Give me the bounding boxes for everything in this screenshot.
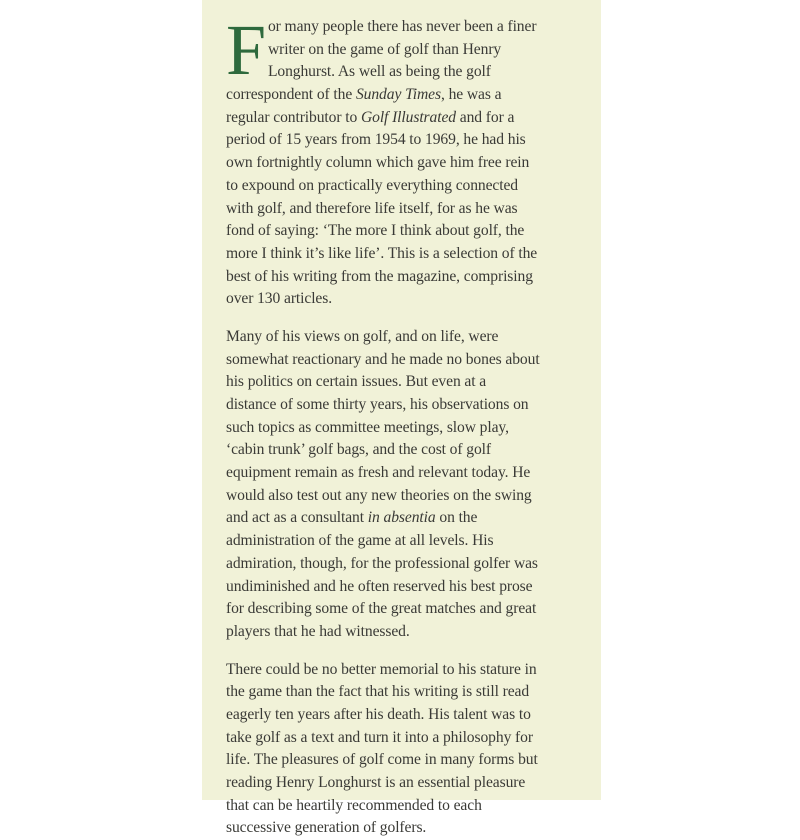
text-line: fond of saying: ‘The more I think about golf, the [226,222,525,240]
text-line: such topics as committee meetings, slow play, [226,418,509,436]
blurb-text [226,10,581,840]
text-line: that can be heartily recommended to each [226,796,482,814]
text-line: period of 15 years from 1954 to 1969, he had his [226,131,526,149]
text-line: reading Henry Longhurst is an essential pleasure [226,774,526,791]
text-line: with golf, and therefore life itself, for as he was [226,199,518,217]
text-line: eagerly ten years after his death. His talent was to [226,705,531,723]
text-line: undiminished and he often reserved his best prose [226,577,533,595]
text-line: would also test out any new theories on the swing [226,486,532,504]
text-line: distance of some thirty years, his observations on [226,396,529,413]
text-line: admiration, though, for the professional golfer was [226,554,538,572]
drop-cap-letter: F [226,10,266,90]
text-line: There could be no better memorial to his stature in [226,660,537,678]
text-line: and act as a consultant in absentia on the [226,509,478,527]
text-line: regular contributor to Golf Illustrated and for a [226,108,515,126]
text-line: over 130 articles. [226,290,333,308]
text-line: his politics on certain issues. But even at a [226,373,487,391]
text-line: take golf as a text and turn it into a philosophy for [226,728,533,746]
text-line: writer on the game of golf than Henry [267,40,502,58]
text-line: successive generation of golfers. [226,819,427,837]
text-line: players that he had witnessed. [226,622,410,640]
text-line: Many of his views on golf, and on life, were [226,327,499,345]
book-blurb-panel [202,0,601,837]
paragraph-1 [226,10,581,311]
text-line: equipment remain as fresh and relevant today. He [226,464,531,482]
text-line: the game than the fact that his writing is still read [226,683,530,701]
text-line: more I think it’s like life’. This is a selection of the [226,244,538,262]
text-line: somewhat reactionary and he made no bones about [226,350,540,368]
text-line: ‘cabin trunk’ golf bags, and the cost of golf [226,441,491,459]
publication-title: Sunday Times [355,86,441,104]
text-line: own fortnightly column which gave him free rein [226,154,530,172]
publication-title: Golf Illustrated [360,108,456,126]
text-line: to expound on practically everything connected [226,176,519,194]
text-line: correspondent of the Sunday Times, he was a [226,86,502,104]
text-line: administration of the game at all levels. His [226,532,494,550]
text-line: Longhurst. As well as being the golf [267,63,491,81]
text-line: for describing some of the great matches and great [226,600,537,618]
latin-phrase: in absentia [367,509,436,527]
text-line: best of his writing from the magazine, comprising [226,267,533,285]
text-line: life. The pleasures of golf come in many forms but [226,751,538,769]
paragraph-2 [226,326,581,644]
paragraph-3 [226,659,581,840]
text-line: or many people there has never been a finer [267,18,537,35]
